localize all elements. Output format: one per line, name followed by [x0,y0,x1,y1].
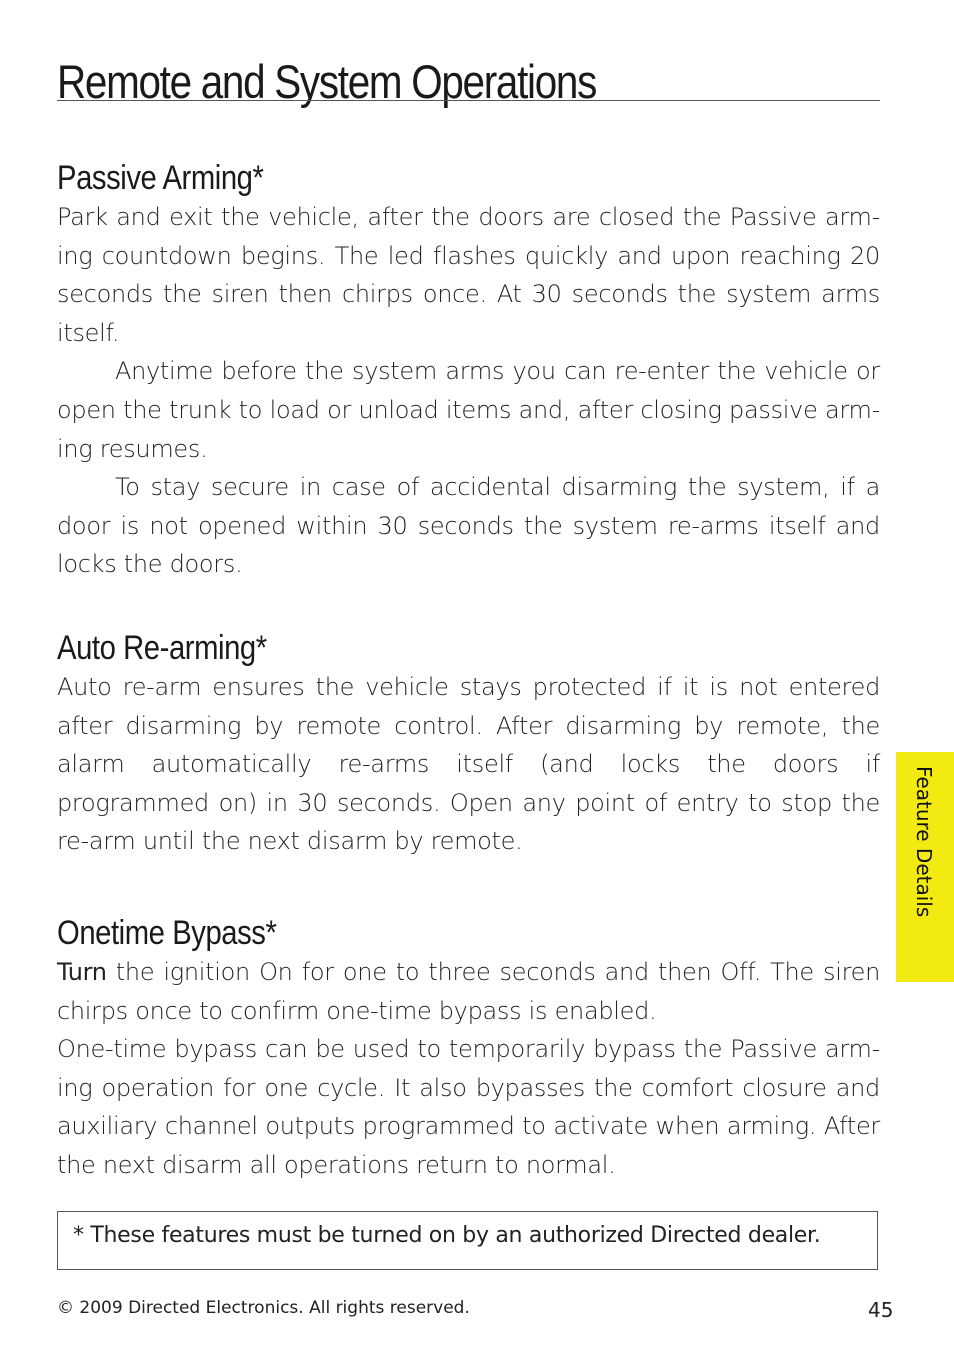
section-heading: Passive Arming* [57,159,264,197]
note-text: * These features must be turned on by an authorized Directed dealer. [73,1223,821,1248]
paragraph: Anytime before the system arms you can re-enter the vehicle or open the trunk to load or unload items and, after closing passive arm-ing resumes. [57,357,880,463]
paragraph: To stay secure in case of accidental disarming the system, if a door is not opened within 30 seconds the system re-arms itself and locks the doors. [57,473,880,579]
paragraph: Park and exit the vehicle, after the doors are closed the Passive arm-ing countdown begins. The led flashes quickly and upon reaching 20 seconds the siren then chirps once. At 30 seconds the system arms itself. [57,203,880,347]
paragraph-lead-word: Turn [57,958,107,986]
paragraph-text: the ignition On for one to three seconds and then Off. The siren chirps once to confirm one-time bypass is enabled. [57,958,880,1025]
copyright-text: © 2009 Directed Electronics. All rights reserved. [57,1298,470,1318]
section-heading: Onetime Bypass* [57,914,277,952]
section-heading: Auto Re-arming* [57,629,267,667]
paragraph [57,953,880,1030]
section-passive-arming [57,160,880,584]
paragraph: Auto re-arm ensures the vehicle stays protected if it is not entered after disarming by remote control. After disarming by remote, the alarm automatically re-arms itself (and locks the doors if programmed on) in 30 seconds. Open any point of entry to stop the re-arm until the next disarm by remote. [57,673,880,856]
side-tab-label: Feature Details [912,766,936,918]
side-tab [896,752,954,982]
page-number: 45 [868,1298,894,1322]
section-onetime-bypass [57,915,880,1185]
section-auto-re-arming [57,630,880,861]
note-box [57,1211,878,1270]
paragraph: One-time bypass can be used to temporarily bypass the Passive arm-ing operation for one cycle. It also bypasses the comfort closure and auxiliary channel outputs programmed to activate when arming. After the next disarm all operations return to normal. [57,1035,880,1179]
page-title: Remote and System Operations [57,55,597,108]
title-divider [57,100,880,101]
